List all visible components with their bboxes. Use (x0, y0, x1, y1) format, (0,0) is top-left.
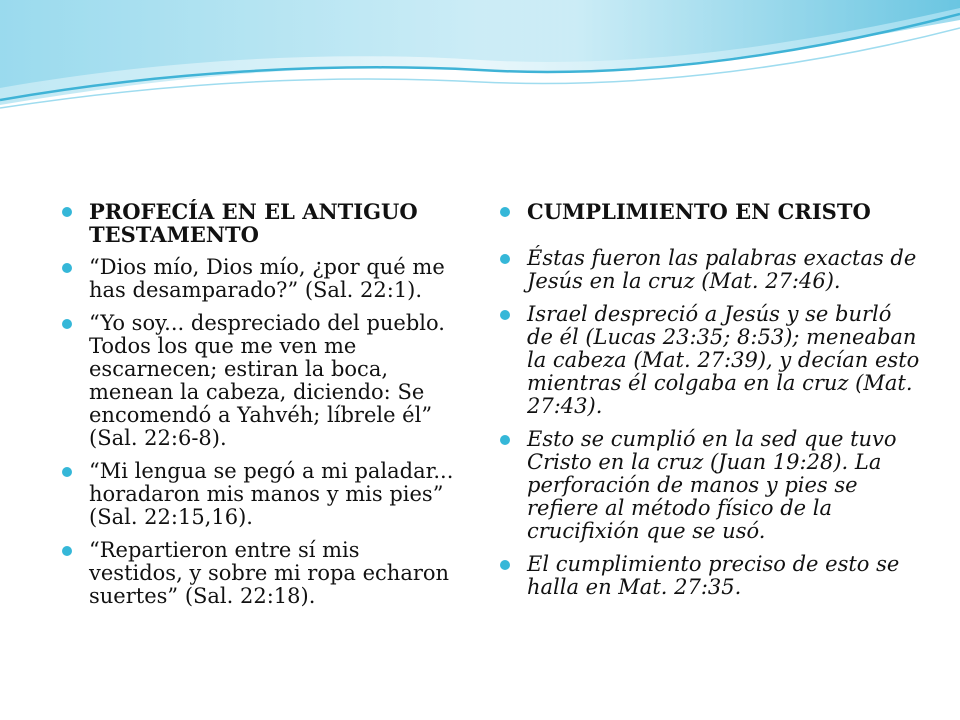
bullet-icon (62, 263, 72, 273)
list-item: Israel despreció a Jesús y se burló de él (Lucas 23:35; 8:53); meneaban la cabeza (Mat. 27:39), y decían esto mientras él colgaba en la cruz (Mat. 27:43). (500, 303, 920, 418)
list-item: “Mi lengua se pegó a mi paladar... horadaron mis manos y mis pies” (Sal. 22:15,16). (62, 460, 457, 529)
bullet-icon (500, 435, 510, 445)
list-item: “Repartieron entre sí mis vestidos, y sobre mi ropa echaron suertes” (Sal. 22:18). (62, 539, 457, 608)
bullet-icon (62, 467, 72, 477)
right-column-heading: CUMPLIMIENTO EN CRISTO (500, 200, 920, 223)
bullet-icon (62, 207, 72, 217)
left-column (62, 200, 457, 618)
list-item: Esto se cumplió en la sed que tuvo Cristo en la cruz (Juan 19:28). La perforación de manos y pies se refiere al método físico de la crucifixión que se usó. (500, 428, 920, 543)
list-item: El cumplimiento preciso de esto se halla en Mat. 27:35. (500, 553, 920, 599)
list-item: “Yo soy... despreciado del pueblo. Todos los que me ven me escarnecen; estiran la boca, menean la cabeza, diciendo: Se encomendó a Yahvéh; líbrele él” (Sal. 22:6-8). (62, 312, 457, 450)
list-item: “Dios mío, Dios mío, ¿por qué me has desamparado?” (Sal. 22:1). (62, 256, 457, 302)
bullet-icon (500, 207, 510, 217)
header-wave-decoration (0, 0, 960, 130)
bullet-icon (62, 319, 72, 329)
list-item: Éstas fueron las palabras exactas de Jesús en la cruz (Mat. 27:46). (500, 247, 920, 293)
bullet-icon (500, 254, 510, 264)
bullet-icon (62, 546, 72, 556)
right-column (500, 200, 920, 609)
bullet-icon (500, 310, 510, 320)
bullet-icon (500, 560, 510, 570)
left-column-heading: PROFECÍA EN EL ANTIGUO TESTAMENTO (62, 200, 457, 246)
